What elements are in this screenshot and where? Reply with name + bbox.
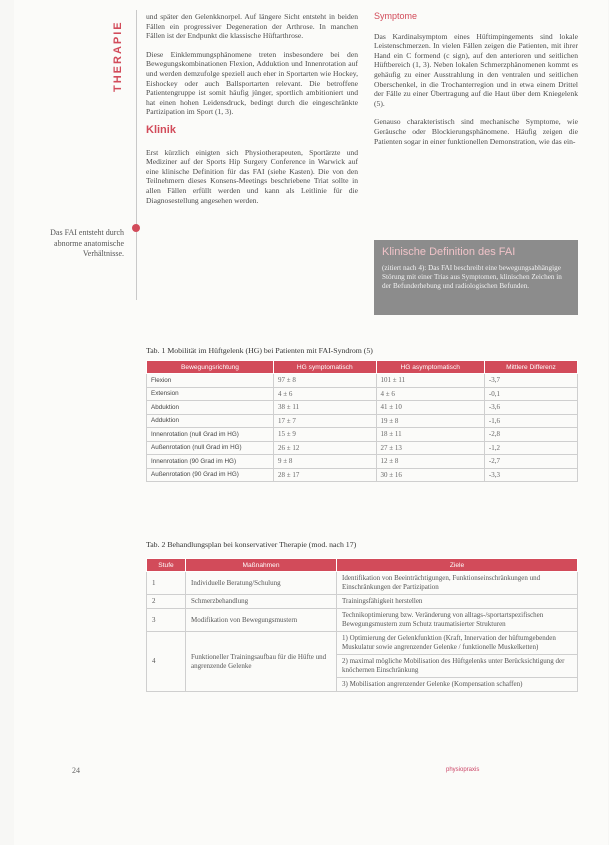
table1-cell: -0,1 — [484, 387, 577, 401]
right-para-2: Genauso charakteristisch sind mechanische Symptome, wie Geräusche oder Blockierungsphänomene. Häufig zeigen die Patienten sogar in einer funktionellen Demonstration, wie das ein- — [374, 117, 578, 146]
table1-cell: Außenrotation (90 Grad im HG) — [147, 468, 274, 482]
left-para-3: Erst kürzlich einigten sich Physiotherapeuten, Sportärzte und Mediziner auf der Sports Hip Surgery Conference in Warwick auf eine klinische Definition für das FAI (siehe Kasten). Die von den Teilnehmern dieses Konsens-Meetings beschriebene Triat sollte in allen Fällen erfüllt werden und kann als Leitlinie für die Diagnosestellung angesehen werden. — [146, 147, 358, 205]
table1-cell: -3,7 — [484, 374, 577, 388]
table1-header-row — [147, 361, 578, 374]
table1-cell: 101 ± 11 — [376, 374, 484, 388]
table1-row — [147, 374, 578, 388]
right-para-1: Das Kardinalsymptom eines Hüftimpingements sind lokale Leistenschmerzen. In vielen Fällen zeigen die Patienten, mit ihrer Hand ein C formend (c sign), auf den anterioren und seitlichen Hüftbereich (1, 3). Neben lokalen Schmerzphänomenen kommt es gehäufig zu einer Ausstrahlung in den ventralen und seitlichen Oberschenkel, in die Trochanterregion und in etwa einem Drittel der Fälle zu einer Übertragung auf die Haut über dem Kniegelenk (5). — [374, 31, 578, 108]
left-para-1: und später den Gelenkknorpel. Auf längere Sicht entsteht in beiden Fällen ein progressiver Degeneration der Arthrose. In manchen Fällen ist der Endpunkt die klassische Hüftarthrose. — [146, 12, 358, 41]
table2-caption: Tab. 2 Behandlungsplan bei konservativer Therapie (mod. nach 17) — [146, 540, 357, 549]
table1-row — [147, 455, 578, 469]
table1-cell: Extension — [147, 387, 274, 401]
right-column — [374, 12, 578, 155]
table2-ziel: Identifikation von Beeinträchtigungen, Funktionseinschränkungen und Einschränkungen der Partizipation — [337, 572, 578, 595]
table1-body — [147, 374, 578, 482]
table1-row — [147, 414, 578, 428]
table1-cell: Innenrotation (null Grad im HG) — [147, 428, 274, 442]
table2-massnahme: Individuelle Beratung/Schulung — [186, 572, 337, 595]
table1-cell: Innenrotation (90 Grad im HG) — [147, 455, 274, 469]
table2-header: Stufe — [147, 559, 186, 572]
table2-stufe: 3 — [147, 609, 186, 632]
table2-stufe: 2 — [147, 595, 186, 609]
table1-cell: 19 ± 8 — [376, 414, 484, 428]
table1-row — [147, 428, 578, 442]
table1-cell: -3,6 — [484, 401, 577, 415]
table2-row — [147, 572, 578, 595]
heading-symptome: Symptome — [374, 11, 418, 21]
table1-cell: Adduktion — [147, 414, 274, 428]
table1-cell: Außenrotation (null Grad im HG) — [147, 441, 274, 455]
table1-cell: 4 ± 6 — [376, 387, 484, 401]
table1-cell: 38 ± 11 — [274, 401, 377, 415]
definition-body: (zitiert nach 4): Das FAI beschreibt eine bewegungsabhängige Störung mit einer Trias aus Symptomen, klinischen Zeichen in der Befunderhebung und radiologischen Befunden. — [382, 264, 562, 291]
table1-cell: -1,6 — [484, 414, 577, 428]
table1-caption: Tab. 1 Mobilität im Hüftgelenk (HG) bei Patienten mit FAI-Syndrom (5) — [146, 346, 373, 355]
table1-row — [147, 468, 578, 482]
table1-header: HG symptomatisch — [274, 361, 377, 374]
table1-cell: 26 ± 12 — [274, 441, 377, 455]
table1-cell: 15 ± 9 — [274, 428, 377, 442]
table2-header: Ziele — [337, 559, 578, 572]
heading-klinik: Klinik — [146, 123, 176, 136]
page-number: 24 — [72, 766, 80, 775]
table2-row — [147, 595, 578, 609]
table1-header: Mittlere Differenz — [484, 361, 577, 374]
table1-cell: 12 ± 8 — [376, 455, 484, 469]
table1-cell: 9 ± 8 — [274, 455, 377, 469]
table1-cell: 41 ± 10 — [376, 401, 484, 415]
table1-cell: 30 ± 16 — [376, 468, 484, 482]
section-divider — [136, 10, 137, 300]
left-column — [146, 12, 358, 214]
table2-ziel: Trainingsfähigkeit herstellen — [337, 595, 578, 609]
left-para-2: Diese Einklemmungsphänomene treten insbesondere bei den Bewegungskombinationen Flexion, Adduktion und Innenrotation auf und werden demzufolge speziell auch eher in Sportarten wie Hockey, Eishockey oder auch Ballsportarten relevant. Die betroffene Patientengruppe ist somit häufig jünger, sportlich ambitioniert und hat einen hohen Leidensdruck, bedingt durch die eingeschränkte Partizipation im Sport (1, 3). — [146, 49, 358, 117]
definition-box — [374, 240, 578, 315]
table2-stufe: 4 — [147, 632, 186, 692]
table2-massnahme: Funktioneller Trainingsaufbau für die Hüfte und angrenzende Gelenke — [186, 632, 337, 692]
table1-cell: -2,8 — [484, 428, 577, 442]
table2-ziel: 2) maximal mögliche Mobilisation des Hüftgelenks unter Berücksichtigung der knöchernen Einschränkung — [337, 655, 578, 678]
table1-cell: 27 ± 13 — [376, 441, 484, 455]
table1-cell: 97 ± 8 — [274, 374, 377, 388]
table2-header-row — [147, 559, 578, 572]
table1-row — [147, 387, 578, 401]
table1-header: Bewegungsrichtung — [147, 361, 274, 374]
bullet-marker — [132, 224, 140, 232]
table2-row — [147, 632, 578, 655]
section-label: THERAPIE — [112, 20, 124, 92]
table1-cell: Abduktion — [147, 401, 274, 415]
table1-row — [147, 441, 578, 455]
mobility-table — [146, 360, 578, 482]
table2-ziel: 3) Mobilisation angrenzender Gelenke (Kompensation schaffen) — [337, 678, 578, 692]
table2-row — [147, 609, 578, 632]
table1-cell: -3,3 — [484, 468, 577, 482]
table2-ziel: 1) Optimierung der Gelenkfunktion (Kraft, Innervation der hüftumgebenden Muskulatur sowie angrenzender Gelenke / funktionelle Muskelketten) — [337, 632, 578, 655]
table1-cell: 18 ± 11 — [376, 428, 484, 442]
table2-massnahme: Schmerzbehandlung — [186, 595, 337, 609]
journal-name: physiopraxis — [446, 767, 480, 773]
table1-row — [147, 401, 578, 415]
table1-cell: -1,2 — [484, 441, 577, 455]
table2-stufe: 1 — [147, 572, 186, 595]
table1-cell: 28 ± 17 — [274, 468, 377, 482]
table1-cell: Flexion — [147, 374, 274, 388]
definition-title: Klinische Definition des FAI — [382, 246, 516, 258]
table1-cell: 17 ± 7 — [274, 414, 377, 428]
treatment-table — [146, 558, 578, 692]
table1-header: HG asymptomatisch — [376, 361, 484, 374]
table1-cell: -2,7 — [484, 455, 577, 469]
table2-ziel: Technikoptimierung bzw. Veränderung von alltags-/sportartspezifischen Bewegungsmustern zum Schutz traumatisierter Strukturen — [337, 609, 578, 632]
table2-body — [147, 572, 578, 692]
margin-note: Das FAI entsteht durch abnorme anatomische Verhältnisse. — [50, 228, 124, 258]
table1-cell: 4 ± 6 — [274, 387, 377, 401]
table2-massnahme: Modifikation von Bewegungsmustern — [186, 609, 337, 632]
table2-header: Maßnahmen — [186, 559, 337, 572]
